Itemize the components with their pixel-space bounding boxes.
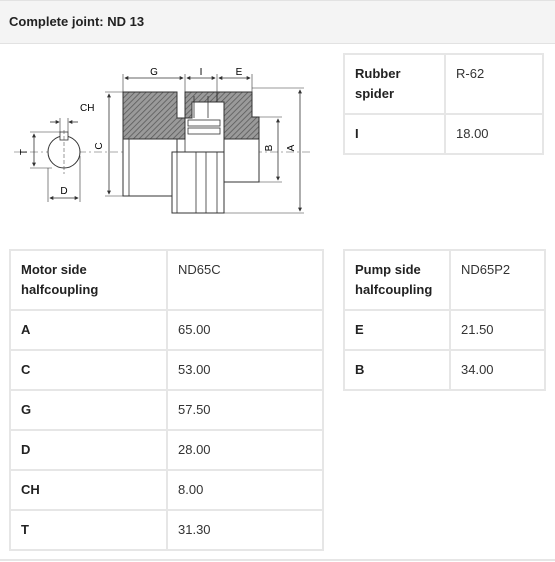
dim-label-a: A [286, 144, 297, 152]
spec-key: C [10, 350, 167, 390]
table-row [10, 510, 323, 550]
spec-key: CH [10, 470, 167, 510]
table-header-row [344, 250, 545, 310]
rubber-spider-table [343, 53, 544, 155]
dim-label-g: G [150, 67, 158, 78]
bottom-divider [0, 559, 555, 561]
table-row [10, 470, 323, 510]
table-row [344, 350, 545, 390]
spec-value: 53.00 [167, 350, 323, 390]
spec-key: I [344, 114, 445, 154]
dim-label-t: T [19, 148, 30, 156]
motor-halfcoupling-table [9, 249, 324, 551]
spec-key: Pump side halfcoupling [344, 250, 450, 310]
pump-halfcoupling-table [343, 249, 546, 391]
dim-label-i: I [199, 67, 203, 78]
spec-value: 65.00 [167, 310, 323, 350]
spec-key: T [10, 510, 167, 550]
dim-label-c: C [94, 142, 105, 150]
spec-value: 34.00 [450, 350, 545, 390]
page-header [0, 0, 555, 44]
spec-key: A [10, 310, 167, 350]
spec-key: Motor side halfcoupling [10, 250, 167, 310]
page-title: Complete joint: ND 13 [9, 14, 145, 29]
spec-value: ND65C [167, 250, 323, 310]
spec-key: G [10, 390, 167, 430]
table-header-row [10, 250, 323, 310]
spec-value: 31.30 [167, 510, 323, 550]
table-row [344, 114, 543, 154]
spec-value: R-62 [445, 54, 543, 114]
spec-value: 8.00 [167, 470, 323, 510]
table-row [10, 310, 323, 350]
spec-key: B [344, 350, 450, 390]
dim-label-e: E [235, 67, 243, 78]
coupling-technical-drawing [12, 56, 312, 228]
spec-value: 18.00 [445, 114, 543, 154]
spec-key: E [344, 310, 450, 350]
spec-value: ND65P2 [450, 250, 545, 310]
spec-key: D [10, 430, 167, 470]
dim-label-b: B [264, 144, 275, 152]
spec-key: Rubber spider [344, 54, 445, 114]
table-row [10, 350, 323, 390]
dim-label-ch: CH [80, 103, 95, 114]
spec-value: 57.50 [167, 390, 323, 430]
spec-value: 21.50 [450, 310, 545, 350]
dim-label-d: D [60, 186, 68, 197]
table-row [10, 390, 323, 430]
table-row [10, 430, 323, 470]
table-row [344, 54, 543, 114]
table-row [344, 310, 545, 350]
spec-value: 28.00 [167, 430, 323, 470]
